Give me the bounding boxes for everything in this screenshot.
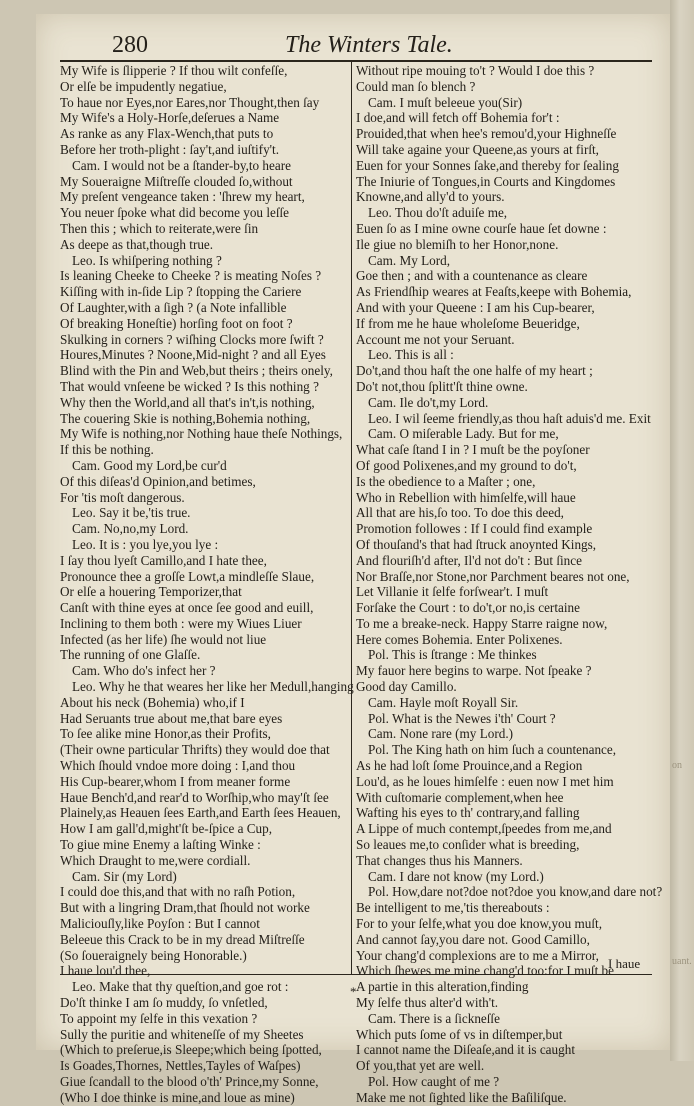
text-line: Cam. O miſerable Lady. But for me, xyxy=(368,426,559,442)
text-line: Euen ſo as I mine owne courſe haue ſet downe : xyxy=(356,220,607,236)
text-line: Here comes Bohemia. Enter Polixenes. xyxy=(356,631,563,647)
text-line: Leo. Is whiſpering nothing ? xyxy=(72,252,222,268)
text-line: You neuer ſpoke what did become you leſſe xyxy=(60,205,290,221)
header-rule xyxy=(60,60,652,62)
adjacent-page-edge xyxy=(670,0,694,1061)
text-line: For to your ſelfe,what you doe know,you muſt, xyxy=(356,916,603,932)
text-line: Before her troth-plight : ſay't,and iuſtify't. xyxy=(60,141,279,157)
text-line: Leo. Make that thy queſtion,and goe rot : xyxy=(72,979,289,995)
text-line: Pol. How,dare not?doe not?doe you know,and dare not? xyxy=(368,884,663,900)
text-line: Cam. Hayle moſt Royall Sir. xyxy=(368,694,519,710)
text-line: Is Goades,Thornes, Nettles,Tayles of Waſpes) xyxy=(60,1058,301,1074)
text-line: (Which to preſerue,is Sleepe;which being ſpotted, xyxy=(60,1042,322,1058)
page-number: 280 xyxy=(112,32,148,58)
text-line: Of good Polixenes,and my ground to do't, xyxy=(356,457,577,473)
text-line: Pol. What is the Newes i'th' Court ? xyxy=(368,710,556,726)
text-line: Houres,Minutes ? Noone,Mid-night ? and all Eyes xyxy=(60,347,326,363)
text-line: Make me not ſighted like the Baſiliſque. xyxy=(356,1089,567,1105)
text-line: Leo. Why he that weares her like her Medull,hanging xyxy=(72,679,354,695)
text-line: Be intelligent to me,'tis thereabouts : xyxy=(356,900,550,916)
text-line: A Lippe of much contempt,ſpeedes from me,and xyxy=(356,821,612,837)
text-line: What caſe ſtand I in ? I muſt be the poyſoner xyxy=(356,442,590,458)
text-line: Do'ſt thinke I am ſo muddy, ſo vnſetled, xyxy=(60,995,268,1011)
text-line: Kiſſing with in-ſide Lip ? ſtopping the Cariere xyxy=(60,284,302,300)
text-line: Infected (as her life) ſhe would not liue xyxy=(60,631,267,647)
text-line: To me a breake-neck. Happy Starre raigne now, xyxy=(356,615,608,631)
text-line: His Cup-bearer,whom I from meaner forme xyxy=(60,773,291,789)
text-line: Why then the World,and all that's in't,is nothing, xyxy=(60,394,315,410)
text-line: (So ſoueraignely being Honorable.) xyxy=(60,947,247,963)
text-line: My ſelfe thus alter'd with't. xyxy=(356,995,499,1011)
catchword: I haue xyxy=(608,956,641,971)
text-line: My Wife is nothing,nor Nothing haue theſe Nothings, xyxy=(60,426,343,442)
text-line: Leo. I wil ſeeme friendly,as thou haſt aduis'd me. Exit xyxy=(368,410,651,426)
text-line: Good day Camillo. xyxy=(356,679,457,695)
text-line: Pol. The King hath on him ſuch a countenance, xyxy=(368,742,617,758)
text-line: Pol. This is ſtrange : Me thinkes xyxy=(368,647,537,663)
text-line: Euen for your Sonnes ſake,and thereby for ſealing xyxy=(356,157,619,173)
text-line: And flouriſh'd after, Il'd not do't : But ſince xyxy=(356,552,582,568)
text-line: That would vnſeene be wicked ? Is this nothing ? xyxy=(60,378,319,394)
text-line: I could doe this,and that with no raſh Potion, xyxy=(60,884,296,900)
text-line: Then this ; which to reiterate,were ſin xyxy=(60,220,259,236)
text-line: Could man ſo blench ? xyxy=(356,78,476,94)
text-line: Account me not your Seruant. xyxy=(356,331,515,347)
text-line: Beleeue this Crack to be in my dread Miſtreſſe xyxy=(60,931,305,947)
text-line: Cam. Sir (my Lord) xyxy=(72,868,177,884)
text-line: I cannot name the Diſeaſe,and it is caught xyxy=(356,1042,575,1058)
text-line: Had Seruants true about me,that bare eyes xyxy=(60,710,283,726)
bleed-through-text: uant. xyxy=(672,956,692,967)
text-line: So leaues me,to conſider what is breeding, xyxy=(356,837,580,853)
text-line: Which Draught to me,were cordiall. xyxy=(60,852,251,868)
text-line: Which puts ſome of vs in diſtemper,but xyxy=(356,1026,563,1042)
text-line: Sully the puritie and whiteneſſe of my Sheetes xyxy=(60,1026,304,1042)
text-line: Without ripe mouing to't ? Would I doe this ? xyxy=(356,63,595,78)
text-line: Or elſe be impudently negatiue, xyxy=(60,78,227,94)
text-line: But with a lingring Dram,that ſhould not worke xyxy=(60,900,310,916)
text-line: Nor Braſſe,nor Stone,nor Parchment beares not one, xyxy=(356,568,630,584)
text-line: As deepe as that,though true. xyxy=(60,236,214,252)
text-line: That changes thus his Manners. xyxy=(356,852,523,868)
text-line: The running of one Glaſſe. xyxy=(60,647,201,663)
text-line: Cam. None rare (my Lord.) xyxy=(368,726,514,742)
text-line: Forſake the Court : to do't,or no,is certaine xyxy=(356,600,580,616)
text-line: Cam. There is a ſickneſſe xyxy=(368,1010,500,1026)
text-line: Do't,and thou haſt the one halfe of my heart ; xyxy=(356,363,593,379)
text-line: Cam. I dare not know (my Lord.) xyxy=(368,868,544,884)
page-header xyxy=(60,30,650,60)
text-line: Will take againe your Queene,as yours at firſt, xyxy=(356,141,599,157)
text-line: To appoint my ſelfe in this vexation ? xyxy=(60,1010,258,1026)
text-line: Plainely,as Heauen ſees Earth,and Earth ſees Heauen, xyxy=(60,805,341,821)
text-line: Lou'd, as he loues himſelfe : euen now I met him xyxy=(356,773,614,789)
text-line: Wafting his eyes to th' contrary,and falling xyxy=(356,805,580,821)
text-line: Cam. I would not be a ſtander-by,to heare xyxy=(72,157,291,173)
text-line: As Friendſhip weares at Feaſts,keepe with Bohemia, xyxy=(356,284,632,300)
text-line: As ranke as any Flax-Wench,that puts to xyxy=(60,126,274,142)
text-line: My preſent vengeance taken : 'ſhrew my heart, xyxy=(60,189,305,205)
running-title: The Winters Tale. xyxy=(285,32,453,58)
text-line: Of you,that yet are well. xyxy=(356,1058,485,1074)
text-line: Cam. Good my Lord,be cur'd xyxy=(72,457,227,473)
text-line: Cam. No,no,my Lord. xyxy=(72,521,189,537)
text-line: My Soueraigne Miſtreſſe clouded ſo,without xyxy=(60,173,293,189)
text-line: Of Laughter,with a ſigh ? (a Note infallible xyxy=(60,299,287,315)
text-line: To ſee alike mine Honor,as their Profits, xyxy=(60,726,271,742)
text-line: Blind with the Pin and Web,but theirs ; theirs onely, xyxy=(60,363,333,379)
text-line: A partie in this alteration,finding xyxy=(356,979,529,995)
text-line: Haue Bench'd,and rear'd to Worſhip,who may'ſt ſee xyxy=(60,789,329,805)
text-line: If this be nothing. xyxy=(60,442,154,458)
signature-mark: * xyxy=(350,984,357,999)
text-line: Which ſhewes me mine chang'd too:for I muſt be xyxy=(356,963,614,979)
text-line: Leo. Say it be,'tis true. xyxy=(72,505,191,521)
text-line: Cam. Ile do't,my Lord. xyxy=(368,394,489,410)
text-line: Skulking in corners ? wiſhing Clocks more ſwift ? xyxy=(60,331,324,347)
text-line: Which ſhould vndoe more doing : I,and thou xyxy=(60,758,296,774)
text-line: All that are his,ſo too. To doe this deed, xyxy=(356,505,564,521)
text-line: Leo. This is all : xyxy=(368,347,454,363)
text-line: Goe then ; and with a countenance as cleare xyxy=(356,268,588,284)
text-line: Prouided,that when hee's remou'd,your Highneſſe xyxy=(356,126,617,142)
text-line: About his neck (Bohemia) who,if I xyxy=(60,694,245,710)
text-line: Is the obedience to a Maſter ; one, xyxy=(356,473,536,489)
right-text-column xyxy=(356,63,663,1106)
text-line: I haue lou'd thee, xyxy=(60,963,151,979)
text-line: Cam. I muſt beleeue you(Sir) xyxy=(368,94,523,110)
text-line: The Iniurie of Tongues,in Courts and Kingdomes xyxy=(356,173,616,189)
column-divider xyxy=(351,60,352,974)
text-line: Who in Rebellion with himſelfe,will haue xyxy=(356,489,576,505)
text-line: Promotion followes : If I could find example xyxy=(356,521,593,537)
text-line: Let Villanie it ſelfe forſwear't. I muſt xyxy=(356,584,549,600)
text-line: Pol. How caught of me ? xyxy=(368,1074,500,1089)
text-line: Leo. Thou do'ſt aduiſe me, xyxy=(368,205,508,221)
text-line: (Their owne particular Thrifts) they would doe that xyxy=(60,742,330,758)
text-line: Maliciouſly,like Poyſon : But I cannot xyxy=(60,916,260,932)
text-line: For 'tis moſt dangerous. xyxy=(60,489,185,505)
text-line: As he had loſt ſome Prouince,and a Region xyxy=(356,758,583,774)
text-line: Canſt with thine eyes at once ſee good and euill, xyxy=(60,600,314,616)
text-line: And cannot ſay,you dare not. Good Camillo, xyxy=(356,931,590,947)
text-line: If from me he haue wholeſome Beueridge, xyxy=(356,315,580,331)
text-line: Pronounce thee a groſſe Lowt,a mindleſſe Slaue, xyxy=(60,568,315,584)
text-line: The couering Skie is nothing,Bohemia nothing, xyxy=(60,410,311,426)
text-line: And with your Queene : I am his Cup-bearer, xyxy=(356,299,595,315)
text-line: Inclining to them both : were my Wiues Liuer xyxy=(60,615,302,631)
text-line: Of thouſand's that had ſtruck anoynted Kings, xyxy=(356,536,597,552)
text-line: Cam. My Lord, xyxy=(368,252,451,268)
text-line: Or elſe a houering Temporizer,that xyxy=(60,584,242,600)
text-line: Your chang'd complexions are to me a Mirror, xyxy=(356,947,599,963)
text-line: My fauor here begins to warpe. Not ſpeake ? xyxy=(356,663,592,679)
text-line: Knowne,and ally'd to yours. xyxy=(356,189,505,205)
text-line: Cam. Who do's infect her ? xyxy=(72,663,216,679)
text-line: Giue ſcandall to the blood o'th' Prince,my Sonne, xyxy=(60,1074,319,1089)
text-line: I ſay thou lyeſt Camillo,and I hate thee, xyxy=(60,552,267,568)
bleed-through-text: on xyxy=(672,760,682,771)
text-line: To giue mine Enemy a laſting Winke : xyxy=(60,837,261,853)
text-line: Do't not,thou ſplitt'ſt thine owne. xyxy=(356,378,528,394)
text-line: Of breaking Honeſtie) horſing foot on foot ? xyxy=(60,315,293,331)
text-line: My Wife is ſlipperie ? If thou wilt confeſſe, xyxy=(60,63,288,78)
text-line: My Wife's a Holy-Horſe,deſerues a Name xyxy=(60,110,280,126)
text-line: I doe,and will fetch off Bohemia for't : xyxy=(356,110,560,126)
text-line: How I am gall'd,might'ſt be-ſpice a Cup, xyxy=(60,821,273,837)
text-line: Ile giue no blemiſh to her Honor,none. xyxy=(356,236,559,252)
text-line: With cuſtomarie complement,when hee xyxy=(356,789,564,805)
text-line: Leo. It is : you lye,you lye : xyxy=(72,536,219,552)
text-line: (Who I doe thinke is mine,and loue as mine) xyxy=(60,1089,295,1105)
left-text-column xyxy=(60,63,354,1106)
text-line: Of this diſeas'd Opinion,and betimes, xyxy=(60,473,256,489)
text-line: To haue nor Eyes,nor Eares,nor Thought,then ſay xyxy=(60,94,320,110)
text-line: Is leaning Cheeke to Cheeke ? is meating Noſes ? xyxy=(60,268,322,284)
